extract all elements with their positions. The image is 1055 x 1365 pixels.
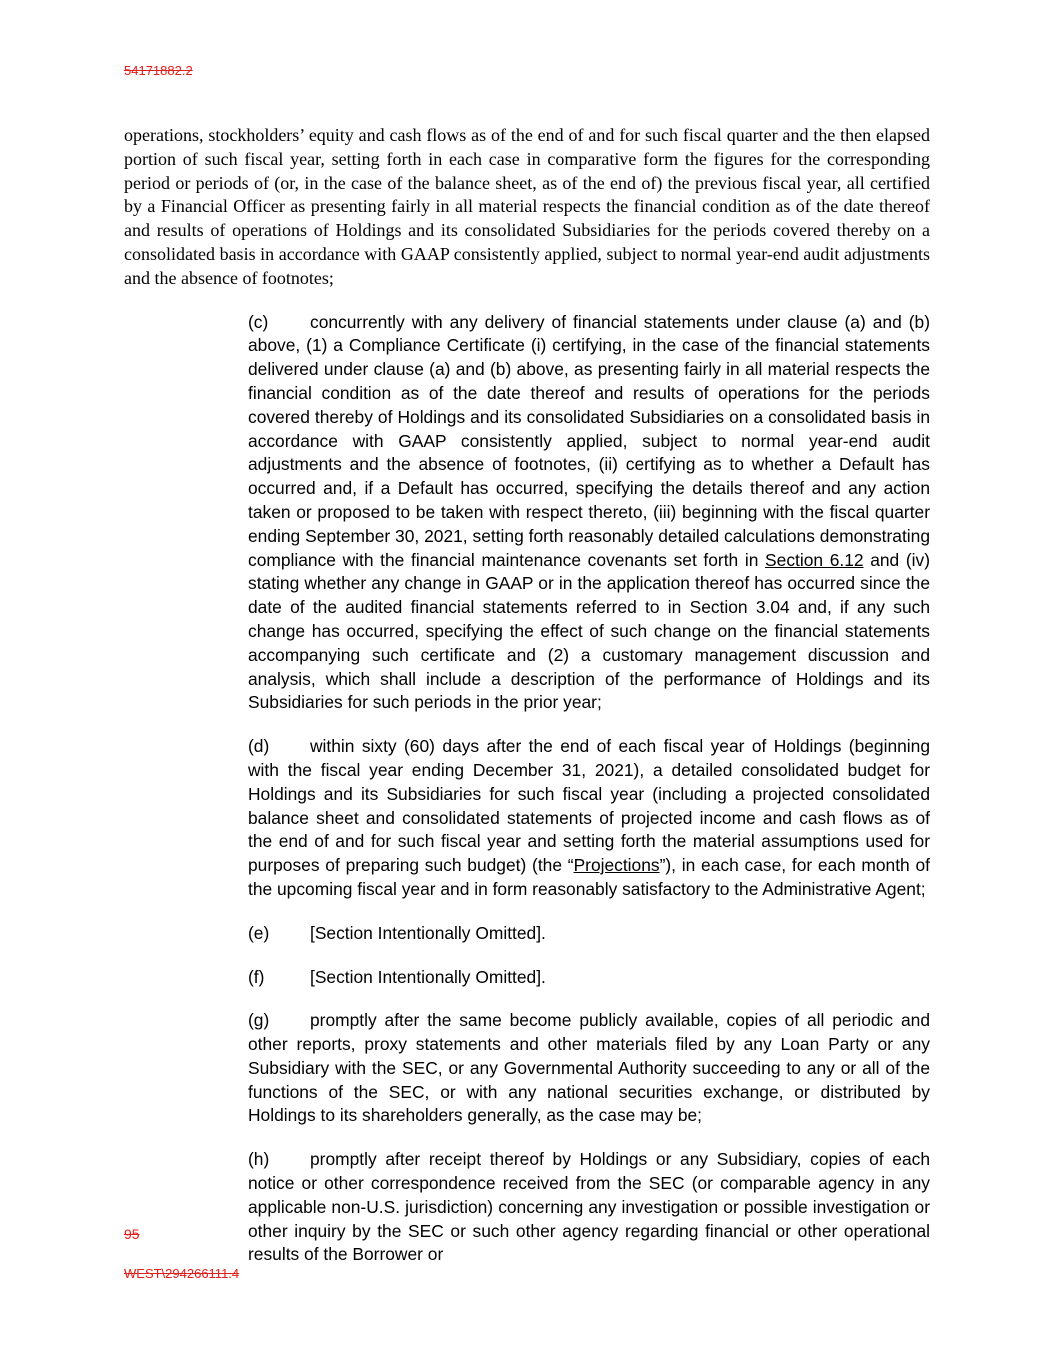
clause-c-text-a: concurrently with any delivery of financial statements under clause (a) and (b) above, (1) a Compliance Certificate (i) certifying, in the case of the financial statements delivered under clause (a) and (b) above, as presenting fairly in all material respects the financial condition as of the date thereof and results of operations for the periods covered thereby of Holdings and its consolidated Subsidiaries on a consolidated basis in accordance with GAAP consistently applied, subject to normal year-end audit adjustments and the absence of footnotes, (ii) certifying as to whether a Default has occurred and, if a Default has occurred, specifying the details thereof and any action taken or proposed to be taken with respect thereto, (iii) beginning with the fiscal quarter ending September 30, 2021, setting forth reasonably detailed calculations demonstrating compliance with the financial maintenance covenants set forth in [248,311,930,570]
clause-c-text-b: and (iv) stating whether any change in GAAP or in the application thereof has occurred since the date of the audited financial statements referred to in Section 3.04 and, if any such change has occurred, specifying the effect of such change on the financial statements accompanying such certificate and (2) a customary management discussion and analysis, which shall include a description of the performance of Holdings and its Subsidiaries for such periods in the prior year; [248,549,930,713]
paragraph-continuation: operations, stockholders’ equity and cash flows as of the end of and for such fiscal quarter and the then elapsed portion of such fiscal year, setting forth in each case in comparative form the figures for the corresponding period or periods of (or, in the case of the balance sheet, as of the end of) the previous fiscal year, all certified by a Financial Officer as presenting fairly in all material respects the financial condition as of the date thereof and results of operations of Holdings and its consolidated Subsidiaries for the periods covered thereby on a consolidated basis in accordance with GAAP consistently applied, subject to normal year-end audit adjustments and the absence of footnotes; [124,125,930,288]
header-doc-id: 54171882.2 [124,63,193,78]
page-number: 95 [124,1226,140,1242]
clause-label-e: (e) [248,922,270,943]
clause-label-f: (f) [248,966,265,987]
clause-label-d: (d) [248,736,270,757]
clause-e-text: [Section Intentionally Omitted]. [310,922,546,943]
clause-h-text: promptly after receipt thereof by Holdings or any Subsidiary, copies of each notice or other correspondence received from the SEC (or comparable agency in any applicable non-U.S. jurisdiction) concerning any investigation or possible investigation or other inquiry by the SEC or such other agency regarding financial or other operational results of the Borrower or [248,1149,930,1265]
clause-label-c: (c) [248,311,269,332]
clause-g-text: promptly after the same become publicly available, copies of all periodic and other reports, proxy statements and other materials filed by any Loan Party or any Subsidiary with the SEC, or any Governmental Authority succeeding to any or all of the functions of the SEC, or with any national securities exchange, or distributed by Holdings to its shareholders generally, as the case may be; [248,1010,930,1126]
defined-term-projections: Projections [573,855,660,876]
section-6-12-reference: Section 6.12 [765,549,864,570]
paragraph-g [124,1009,930,1128]
paragraph-f [124,966,930,990]
paragraph-c [124,311,930,716]
footer-doc-id: WEST\294266111.4 [124,1266,240,1281]
clause-label-h: (h) [248,1149,270,1170]
clause-d-text-a: within sixty (60) days after the end of each fiscal year of Holdings (beginning with the fiscal year ending December 31, 2021), a detailed consolidated budget for Holdings and its Subsidiaries for such fiscal year (including a projected consolidated balance sheet and consolidated statements of projected income and cash flows as of the end of and for such fiscal year and setting forth the material assumptions used for purposes of preparing such budget) (the “ [248,736,930,876]
clause-label-g: (g) [248,1010,270,1031]
clause-f-text: [Section Intentionally Omitted]. [310,966,546,987]
paragraph-d [124,735,930,902]
document-body [124,124,930,1287]
clause-d-text-b: ”), in each case, for each month of the upcoming fiscal year and in form reasonably satisfactory to the Administrative Agent; [248,855,930,899]
paragraph-e [124,922,930,946]
paragraph-h [124,1148,930,1267]
